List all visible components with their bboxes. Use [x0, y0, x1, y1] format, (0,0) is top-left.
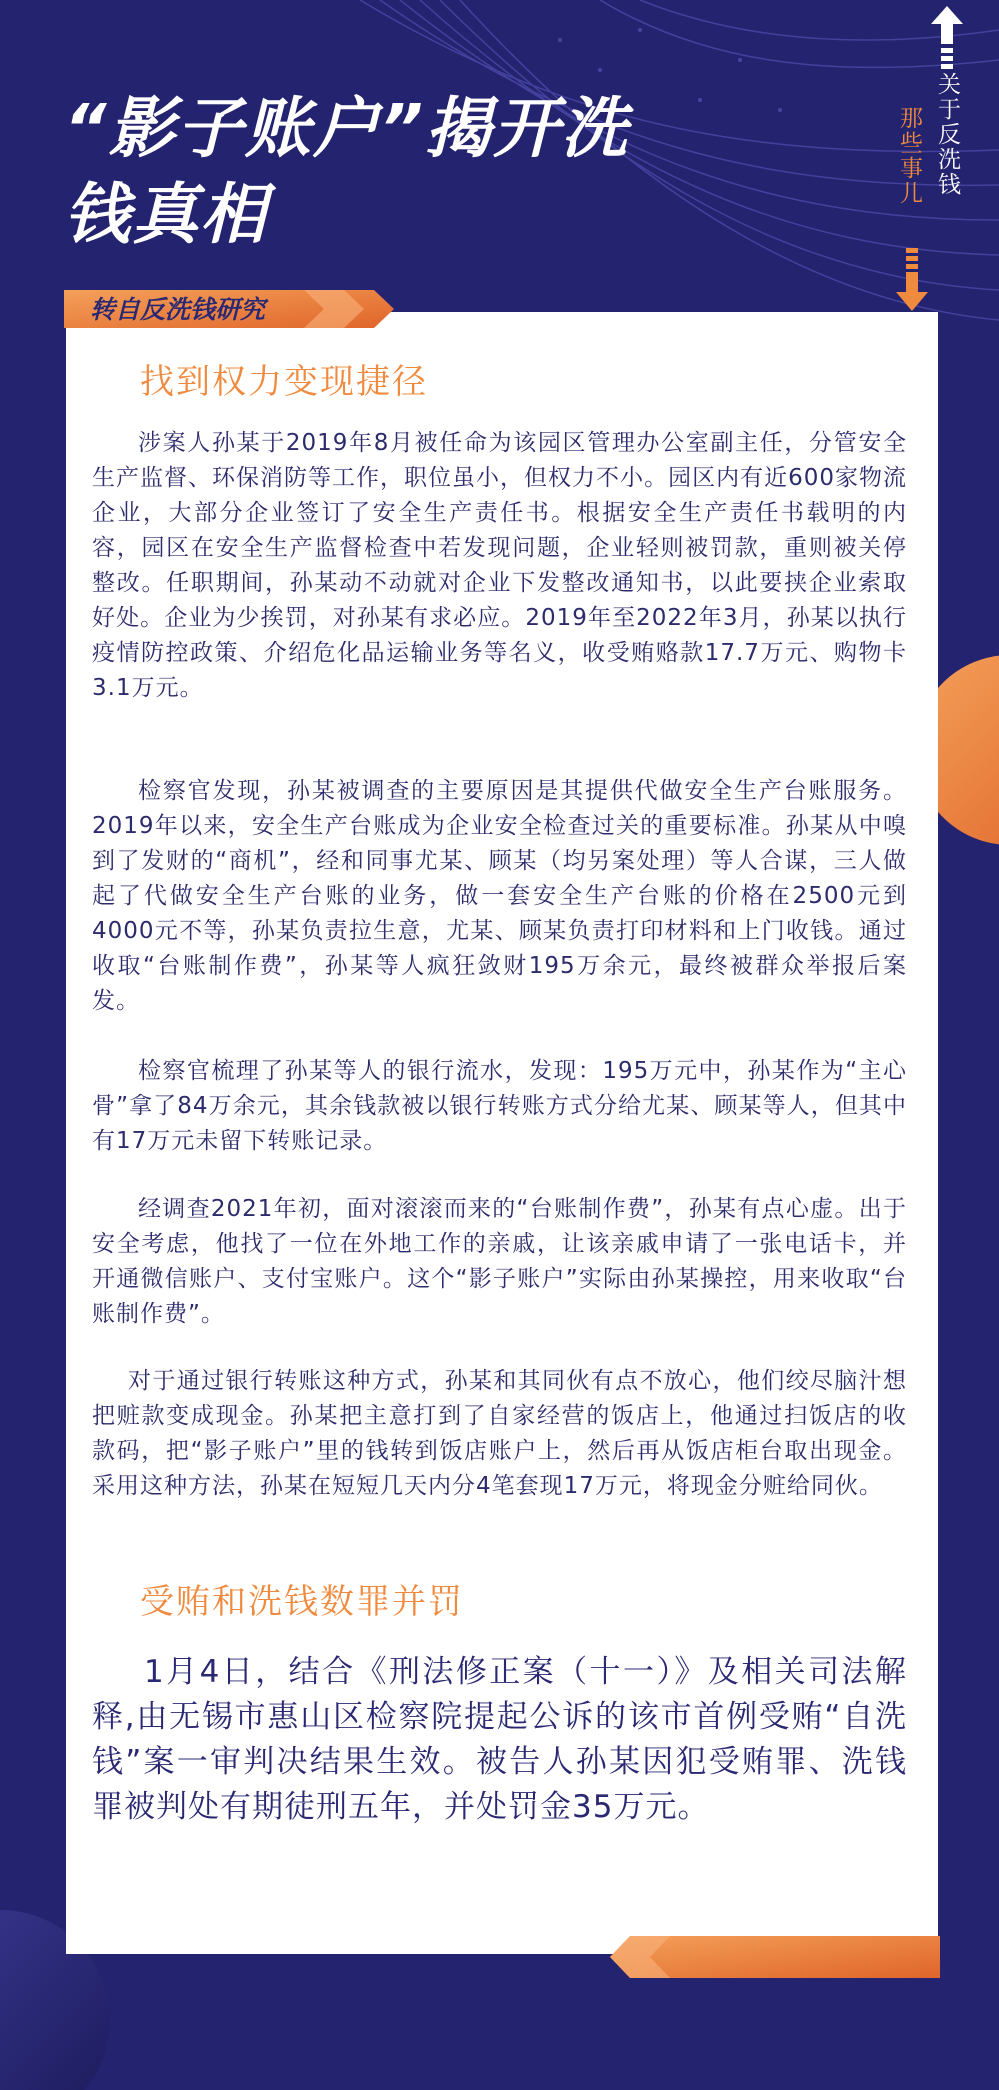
section1-paragraph-5: 对于通过银行转账这种方式，孙某和其同伙有点不放心，他们绞尽脑汁想把赃款变成现金。孙某把主意打到了自家经营的饭店上，他通过扫饭店的收款码，把“影子账户”里的钱转到饭店账户上，然后再从饭店柜台取出现金。采用这种方法，孙某在短短几天内分4笔套现17万元，将现金分赃给同伙。: [92, 1368, 907, 1499]
bottom-accent-bar: [610, 1936, 940, 1978]
section1-paragraph-3: 检察官梳理了孙某等人的银行流水，发现：195万元中，孙某作为“主心骨”拿了84万余元，其余钱款被以银行转账方式分给尤某、顾某等人，但其中有17万元未留下转账记录。: [92, 1058, 907, 1154]
arrow-down-icon: [895, 248, 929, 312]
side-text-stories: 那些事儿: [896, 106, 922, 206]
arrow-up-icon: [930, 6, 964, 70]
section-title-1: 找到权力变现捷径: [140, 362, 428, 402]
section2-paragraph: 1月4日，结合《刑法修正案（十一）》及相关司法解释,由无锡市惠山区检察院提起公诉的该市首例受贿“自洗钱”案一审判决结果生效。被告人孙某因犯受贿罪、洗钱罪被判处有期徒刑五年，并处罚金35万元。: [92, 1654, 907, 1825]
section1-paragraph-4: 经调查2021年初，面对滚滚而来的“台账制作费”，孙某有点心虚。出于安全考虑，他找了一位在外地工作的亲戚，让该亲戚申请了一张电话卡，并开通微信账户、支付宝账户。这个“影子账户”实际由孙某操控，用来收取“台账制作费”。: [92, 1196, 907, 1327]
title-line-2: 钱真相: [64, 176, 268, 253]
section1-paragraph-2: 检察官发现，孙某被调查的主要原因是其提供代做安全生产台账服务。2019年以来，安全生产台账成为企业安全检查过关的重要标准。孙某从中嗅到了发财的“商机”，经和同事尤某、顾某（均另案处理）等人合谋，三人做起了代做安全生产台账的业务，做一套安全生产台账的价格在2500元到4000元不等，孙某负责拉生意，尤某、顾某负责打印材料和上门收钱。通过收取“台账制作费”，孙某等人疯狂敛财195万余元，最终被群众举报后案发。: [92, 778, 907, 1014]
section1-paragraph-1: 涉案人孙某于2019年8月被任命为该园区管理办公室副主任，分管安全生产监督、环保消防等工作，职位虽小，但权力不小。园区内有近600家物流企业，大部分企业签订了安全生产责任书。根据安全生产责任书载明的内容，园区在安全生产监督检查中若发现问题，企业轻则被罚款，重则被关停整改。任职期间，孙某动不动就对企业下发整改通知书，以此要挟企业索取好处。企业为少挨罚，对孙某有求必应。2019年至2022年3月，孙某以执行疫情防控政策、介绍危化品运输业务等名义，收受贿赂款17.7万元、购物卡3.1万元。: [92, 430, 907, 701]
section-title-2: 受贿和洗钱数罪并罚: [140, 1582, 464, 1622]
source-label: 转自反洗钱研究: [90, 295, 266, 324]
side-text-about: 关于反洗钱: [934, 72, 960, 197]
title-line-1: “影子账户”揭开洗: [64, 90, 630, 167]
page-title: [64, 86, 764, 258]
